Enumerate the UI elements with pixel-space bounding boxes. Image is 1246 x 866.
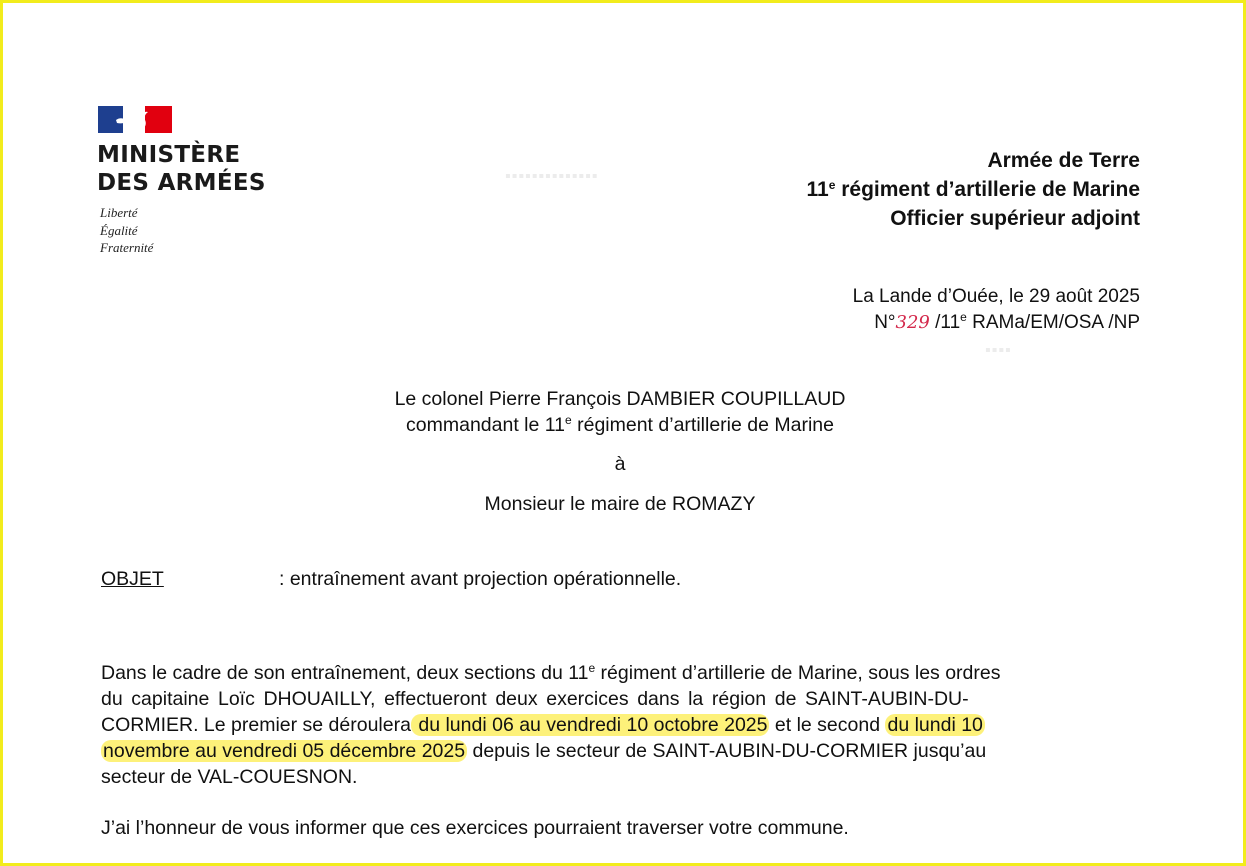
motto-fraternite: Fraternité xyxy=(100,240,154,255)
header-army: Armée de Terre xyxy=(987,149,1140,172)
republic-motto xyxy=(100,204,153,257)
sender-name: Le colonel Pierre François DAMBIER COUPILLAUD xyxy=(394,388,846,410)
sender-title: commandant le 11e régiment d’artillerie de Marine xyxy=(406,413,834,436)
body-line-5: secteur de VAL-COUESNON. xyxy=(101,766,358,788)
ministry-line-1: MINISTÈRE xyxy=(97,142,241,168)
body-line-2: du capitaine Loïc DHOUAILLY, effectueront deux exercices dans la région de SAINT-AUBIN-DU- xyxy=(101,688,969,710)
body-line-4: novembre au vendredi 05 décembre 2025 depuis le secteur de SAINT-AUBIN-DU-CORMIER jusqu’au xyxy=(103,740,987,762)
recipient: Monsieur le maire de ROMAZY xyxy=(484,493,756,515)
highlight-second-period-start: du lundi 10 xyxy=(887,714,983,736)
place-date-block xyxy=(853,284,1140,336)
body-paragraph xyxy=(101,660,1142,790)
reference-number: N°329 /11e RAMa/EM/OSA /NP xyxy=(874,310,1140,333)
body-line-3: CORMIER. Le premier se déroulera du lundi 06 au vendredi 10 octobre 2025 et le second du lundi 10 xyxy=(101,714,983,736)
ministry-name xyxy=(97,141,266,197)
header-regiment: 11e régiment d’artillerie de Marine xyxy=(806,178,1140,201)
place-and-date: La Lande d’Ouée, le 29 août 2025 xyxy=(852,286,1140,307)
object-text: : entraînement avant projection opérationnelle. xyxy=(279,568,682,590)
header-office: Officier supérieur adjoint xyxy=(890,207,1140,230)
to-word: à xyxy=(614,453,626,475)
body-line-1: Dans le cadre de son entraînement, deux sections du 11e régiment d’artillerie de Marine, sous les ordres xyxy=(101,661,1001,684)
highlight-first-period: du lundi 06 au vendredi 10 octobre 2025 xyxy=(412,714,768,736)
highlight-second-period-end: novembre au vendredi 05 décembre 2025 xyxy=(103,740,466,762)
issuing-unit-header xyxy=(807,146,1140,233)
closing-sentence: J’ai l’honneur de vous informer que ces exercices pourraient traverser votre commune. xyxy=(101,817,849,839)
sender-block xyxy=(320,386,920,438)
ministry-line-2: DES ARMÉES xyxy=(97,170,266,196)
motto-egalite: Égalité xyxy=(100,222,138,238)
bleed-through-mark: ▪▪▪▪▪▪▪▪▪▪▪▪▪▪ xyxy=(505,168,599,185)
object-label: OBJET xyxy=(101,568,164,590)
handwritten-ref-number: 329 xyxy=(895,312,930,333)
marianne-logo-icon xyxy=(98,106,172,133)
motto-liberte: Liberté xyxy=(100,205,138,220)
bleed-through-mark: ▪▪▪▪ xyxy=(985,342,1012,359)
